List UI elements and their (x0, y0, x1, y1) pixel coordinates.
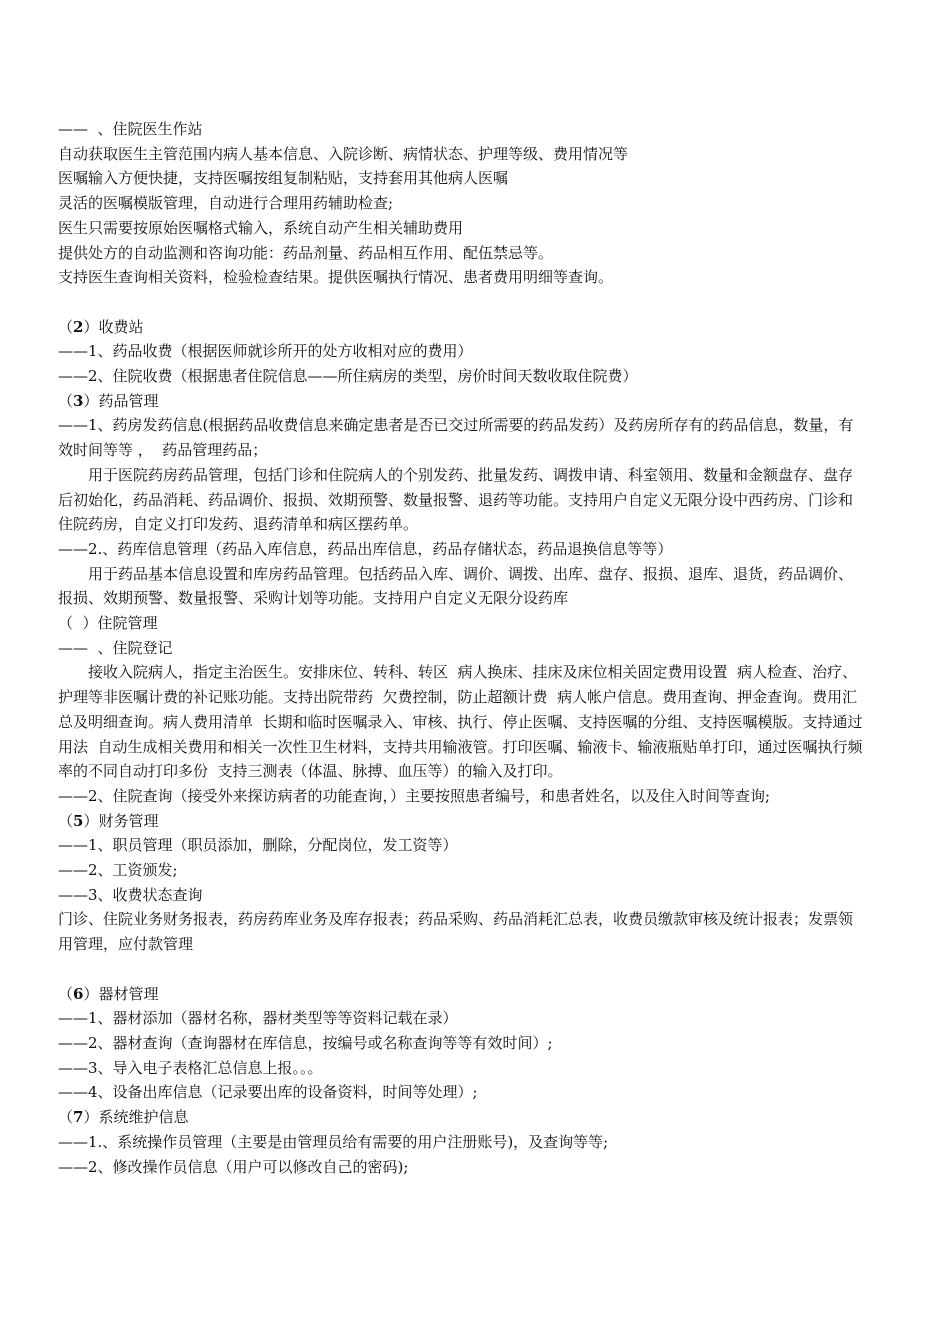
list-item: ——2、住院收费（根据患者住院信息——所住病房的类型，房价时间天数收取住院费） (58, 367, 638, 386)
section-heading-billing: （2）收费站 (58, 317, 144, 336)
list-item: 自动获取医生主管范围内病人基本信息、入院诊断、病情状态、护理等级、费用情况等 (58, 144, 629, 163)
paragraph: 用于医院药房药品管理，包括门诊和住院病人的个别发药、批量发药、调拨申请、科室领用、数量和金额盘存、盘存后初始化，药品消耗、药品调价、报损、效期预警、数量报警、退药等功能。支持用户自定义无限分设中西药房、门诊和住院药房，自定义打印发药、退药清单和病区摆药单。 (58, 465, 854, 534)
section-title: 器材管理 (98, 984, 159, 1003)
list-item: 灵活的医嘱模版管理，自动进行合理用药辅助检查; (58, 194, 394, 213)
list-item: 支持医生查询相关资料，检验检查结果。提供医嘱执行情况、患者费用明细等查询。 (58, 268, 614, 287)
list-item: 医生只需要按原始医嘱格式输入，系统自动产生相关辅助费用 (58, 218, 464, 237)
list-item: 医嘱输入方便快捷，支持医嘱按组复制粘贴，支持套用其他病人医嘱 (58, 169, 509, 188)
section-number: 2 (73, 317, 84, 336)
paragraph: 接收入院病人，指定主治医生。安排床位、转科、转区 病人换床、挂床及床位相关固定费用设置 病人检查、治疗、护理等非医嘱计费的补记账功能。支持出院带药 欠费控制，防止超额计费 病人帐户信息。费用查询、押金查询。费用汇总及明细查询。病人费用清单 长期和临时医嘱录入、审核、执行、停止医嘱、支持医嘱的分组、支持医嘱模版。支持通过用法 自动生成相关费用和相关一次性卫生材料，支持共用输液管。打印医嘱、输液卡、输液瓶贴单打印，通过医嘱执行频率的不同自动打印多份 支持三测表（体温、脉搏、血压等）的输入及打印。 (58, 663, 863, 781)
section-number: 3 (73, 391, 84, 410)
section-number: 6 (73, 984, 84, 1003)
list-item: ——2、修改操作员信息（用户可以修改自己的密码); (58, 1157, 409, 1176)
section-heading-equipment: （6）器材管理 (58, 984, 159, 1003)
paragraph: ——2、住院查询（接受外来探访病者的功能查询，）主要按照患者编号，和患者姓名，以及住入时间等查询; (58, 786, 771, 805)
paragraph: 门诊、住院业务财务报表，药房药库业务及库存报表；药品采购、药品消耗汇总表，收费员缴款审核及统计报表；发票领用管理，应付款管理 (58, 910, 854, 954)
section-heading-inpatient-management: （ ）住院管理 (58, 614, 158, 633)
section-heading-drug-management: （3）药品管理 (58, 391, 159, 410)
list-item: ——1、职员管理（职员添加，删除，分配岗位，发工资等） (58, 836, 458, 855)
list-item: ——3、导入电子表格汇总信息上报。。。 (58, 1058, 323, 1077)
paragraph: ——2.、药库信息管理（药品入库信息，药品出库信息，药品存储状态，药品退换信息等等） (58, 539, 673, 558)
list-item: ——2、工资颁发; (58, 861, 178, 880)
list-item: ——1、器材添加（器材名称，器材类型等等资料记载在录） (58, 1009, 458, 1028)
section-heading-finance: （5）财务管理 (58, 811, 159, 830)
sub-heading: —— 、住院登记 (58, 638, 173, 657)
section-heading-inpatient-doctor: —— 、住院医生作站 (58, 120, 203, 138)
list-item: ——4、设备出库信息（记录要出库的设备资料，时间等处理）; (58, 1083, 478, 1102)
list-item: 提供处方的自动监测和咨询功能：药品剂量、药品相互作用、配伍禁忌等。 (58, 243, 554, 262)
section-number: 5 (73, 811, 84, 830)
section-heading-system-maintenance: （7）系统维护信息 (58, 1108, 189, 1127)
section-title: 财务管理 (98, 811, 159, 830)
list-item: ——2、器材查询（查询器材在库信息，按编号或名称查询等等有效时间）; (58, 1033, 553, 1052)
list-item: ——1、药品收费（根据医师就诊所开的处方收相对应的费用） (58, 342, 473, 361)
section-title: 收费站 (98, 317, 144, 336)
document-page (58, 117, 866, 1179)
section-title: 系统维护信息 (98, 1108, 189, 1127)
paragraph: ——1、药房发药信息(根据药品收费信息来确定患者是否已交过所需要的药品发药）及药房所存有的药品信息，数量，有效时间等等 ， 药品管理药品； (58, 416, 854, 460)
section-number: 7 (73, 1108, 84, 1127)
list-item: ——1.、系统操作员管理（主要是由管理员给有需要的用户注册账号)，及查询等等; (58, 1132, 609, 1151)
section-title: 药品管理 (98, 391, 159, 410)
paragraph: 用于药品基本信息设置和库房药品管理。包括药品入库、调价、调拨、出库、盘存、报损、退库、退货，药品调价、报损、效期预警、数量报警、采购计划等功能。支持用户自定义无限分设药库 (58, 564, 854, 608)
list-item: ——3、收费状态查询 (58, 885, 203, 904)
